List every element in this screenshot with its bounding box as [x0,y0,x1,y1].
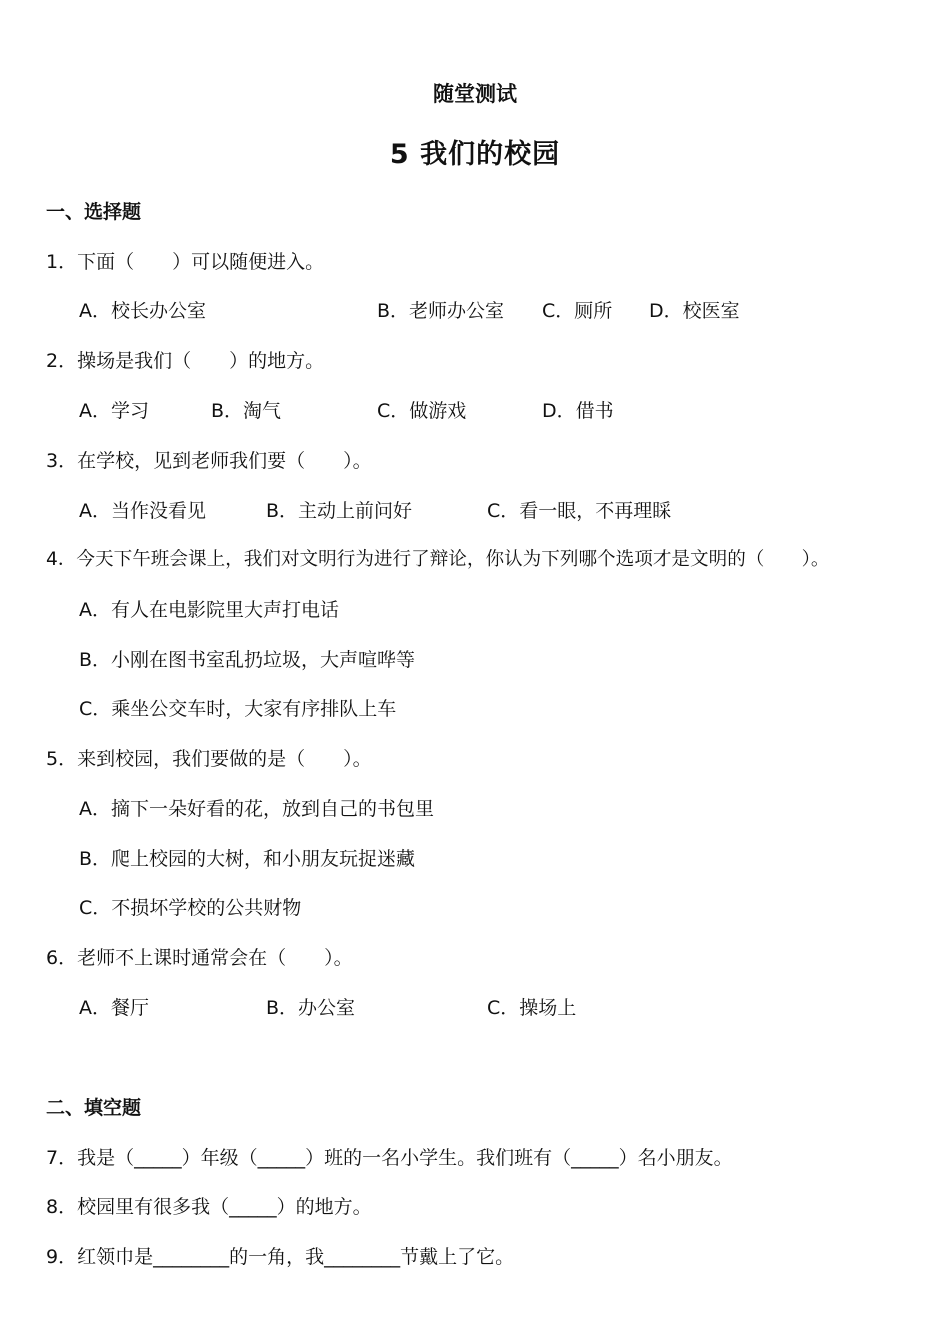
option-6c: C．操场上 [487,997,577,1019]
option-1a: A．校长办公室 [79,300,206,322]
question-1: 1．下面（ ）可以随便进入。 [46,251,325,273]
option-5a: A．摘下一朵好看的花，放到自己的书包里 [79,798,434,820]
question-3: 3．在学校，见到老师我们要（ ）。 [46,450,372,472]
option-4a: A．有人在电影院里大声打电话 [79,599,339,621]
option-2c: C．做游戏 [377,400,467,422]
option-2b: B．淘气 [211,400,282,422]
question-4: 4．今天下午班会课上，我们对文明行为进行了辩论，你认为下列哪个选项才是文明的（ ）。 [46,549,830,570]
section-heading-fill: 二、填空题 [46,1097,142,1119]
question-7: 7．我是（_____）年级（_____）班的一名小学生。我们班有（_____）名小朋友。 [46,1147,733,1169]
option-4c: C．乘坐公交车时，大家有序排队上车 [79,698,397,720]
option-6b: B．办公室 [266,997,356,1019]
option-5c: C．不损坏学校的公共财物 [79,897,302,919]
option-3c: C．看一眼，不再理睬 [487,500,672,522]
question-8: 8．校园里有很多我（_____）的地方。 [46,1196,372,1218]
option-1c: C．厕所 [542,300,613,322]
page-kicker: 随堂测试 [433,82,517,106]
section-heading-choice: 一、选择题 [46,201,142,223]
option-2d: D．借书 [542,400,614,422]
option-1b: B．老师办公室 [377,300,505,322]
option-2a: A．学习 [79,400,149,422]
option-3b: B．主动上前问好 [266,500,413,522]
option-4b: B．小刚在图书室乱扔垃圾，大声喧哗等 [79,649,416,671]
page-title: 5 我们的校园 [389,139,561,170]
option-6a: A．餐厅 [79,997,149,1019]
option-1d: D．校医室 [649,300,740,322]
question-9: 9．红领巾是________的一角，我________节戴上了它。 [46,1246,515,1268]
option-5b: B．爬上校园的大树，和小朋友玩捉迷藏 [79,848,416,870]
option-3a: A．当作没看见 [79,500,206,522]
question-5: 5．来到校园，我们要做的是（ ）。 [46,748,372,770]
question-6: 6．老师不上课时通常会在（ ）。 [46,947,353,969]
question-2: 2．操场是我们（ ）的地方。 [46,350,325,372]
